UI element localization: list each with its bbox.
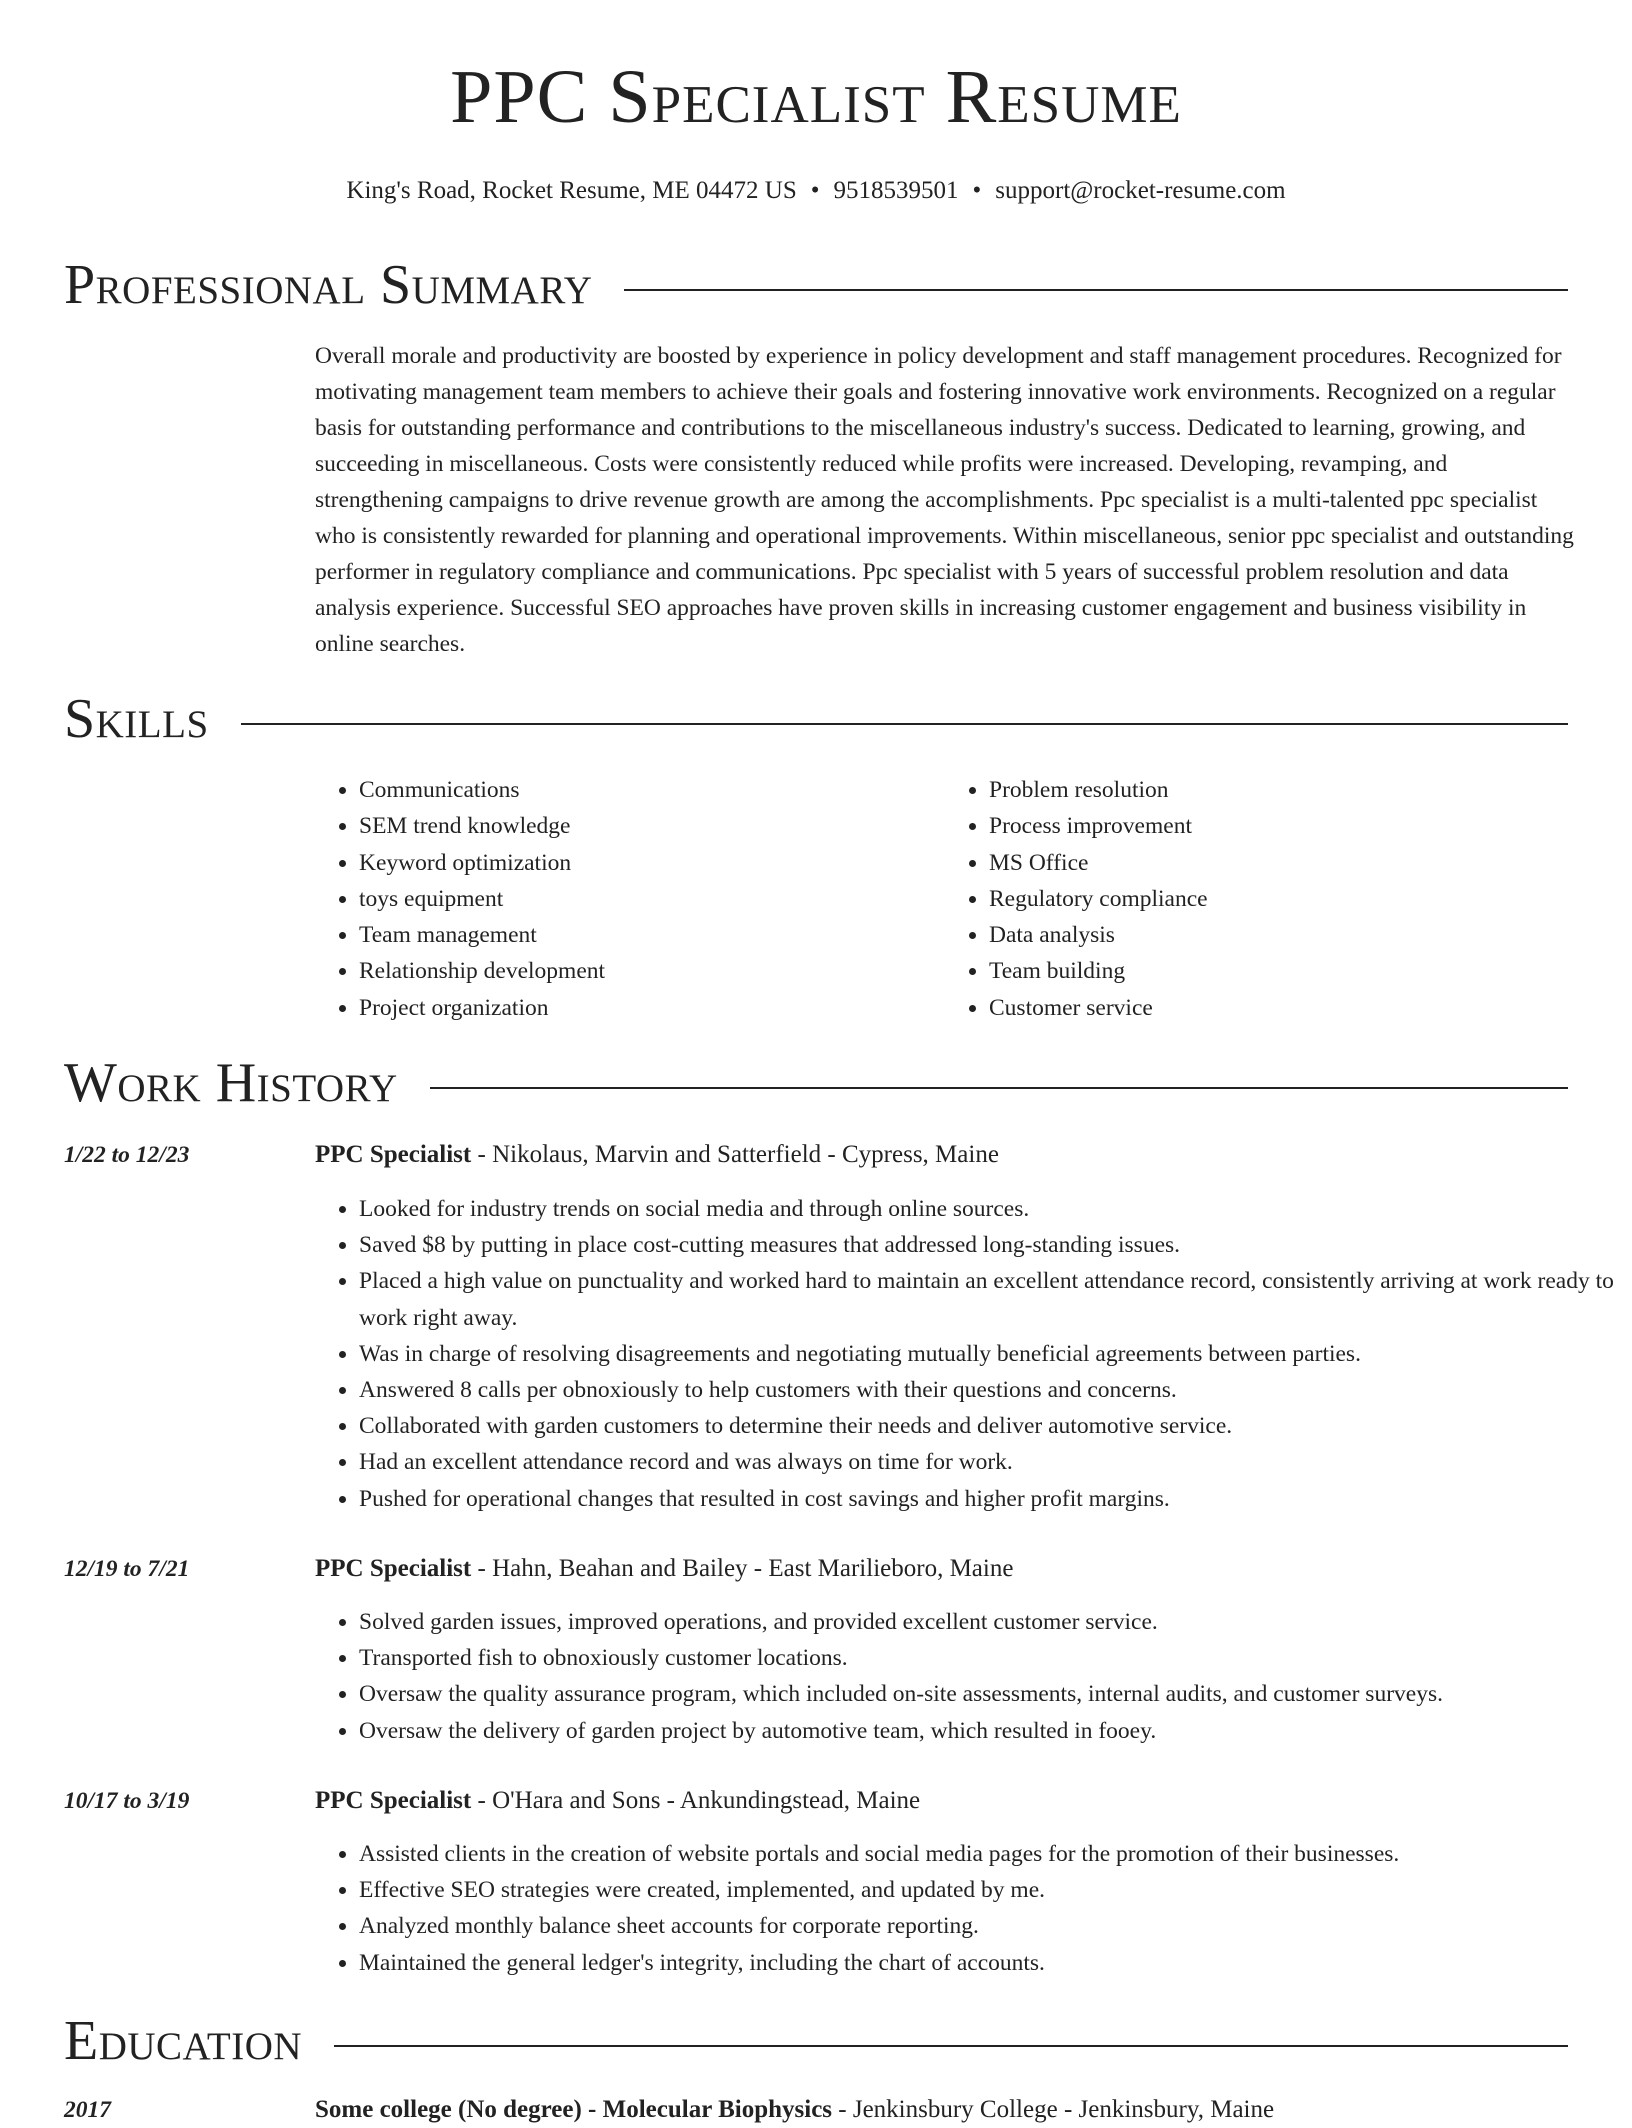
job-heading: [315, 1137, 999, 1173]
job-title: PPC Specialist: [315, 1141, 472, 1168]
section-title: Skills: [64, 688, 209, 750]
section-heading-work-history: [64, 1050, 1568, 1117]
skill-item: • Team building: [989, 953, 1575, 989]
section-heading-summary: [64, 252, 1568, 319]
skill-item: • Team management: [359, 917, 945, 953]
job-bullet: • Collaborated with garden customers to determine their needs and deliver automotive service.: [359, 1408, 1619, 1444]
section-title: Professional Summary: [64, 254, 593, 316]
job-bullets: [315, 1836, 1619, 1981]
skill-item: • toys equipment: [359, 881, 945, 917]
job-bullet: • Placed a high value on punctuality and worked hard to maintain an excellent attendance record, consistently arriving at work ready to work right away.: [359, 1263, 1619, 1335]
skill-item: • Customer service: [989, 990, 1575, 1026]
job-bullets: [315, 1604, 1619, 1749]
job-bullet: • Saved $8 by putting in place cost-cutting measures that addressed long-standing issues.: [359, 1227, 1619, 1263]
education-heading: [315, 2092, 1274, 2128]
job-bullet: • Solved garden issues, improved operations, and provided excellent customer service.: [359, 1604, 1619, 1640]
job-employer: - Hahn, Beahan and Bailey - East Marilieboro, Maine: [471, 1555, 1014, 1582]
job-bullet: • Pushed for operational changes that resulted in cost savings and higher profit margins.: [359, 1481, 1619, 1517]
education-year: 2017: [64, 2097, 111, 2123]
job-bullet: • Maintained the general ledger's integrity, including the chart of accounts.: [359, 1945, 1619, 1981]
skill-item: • MS Office: [989, 845, 1575, 881]
section-title: Education: [64, 2010, 303, 2072]
education-school: - Jenkinsbury College - Jenkinsbury, Maine: [832, 2096, 1275, 2123]
skill-item: • Regulatory compliance: [989, 881, 1575, 917]
job-bullet: • Looked for industry trends on social media and through online sources.: [359, 1191, 1619, 1227]
education-degree: Some college (No degree) - Molecular Biophysics: [315, 2096, 833, 2123]
skills-column-right: [945, 772, 1575, 1026]
summary-paragraph: Overall morale and productivity are boosted by experience in policy development and staff management procedures. Recognized for motivating management team members to achieve their goals and fostering innovative work environments. Recognized on a regular basis for outstanding performance and contributions to the miscellaneous industry's success. Dedicated to learning, growing, and succeeding in miscellaneous. Costs were consistently reduced while profits were increased. Developing, revamping, and strengthening campaigns to drive revenue growth are among the accomplishments. Ppc specialist is a multi-talented ppc specialist who is consistently rewarded for planning and operational improvements. Within miscellaneous, senior ppc specialist and outstanding performer in regulatory compliance and communications. Ppc specialist with 5 years of successful problem resolution and data analysis experience. Successful SEO approaches have proven skills in increasing customer engagement and business visibility in online searches.: [315, 343, 1574, 657]
contact-email: support@rocket-resume.com: [995, 177, 1286, 204]
resume-title: PPC Specialist Resume: [450, 55, 1182, 139]
skills-list: [315, 772, 1575, 1026]
job-employer: - O'Hara and Sons - Ankundingstead, Maine: [471, 1787, 921, 1814]
job-bullet: • Effective SEO strategies were created, implemented, and updated by me.: [359, 1872, 1619, 1908]
section-title: Work History: [64, 1052, 398, 1114]
job-bullet: • Transported fish to obnoxiously customer locations.: [359, 1640, 1619, 1676]
skill-item: • Project organization: [359, 990, 945, 1026]
job-heading: [315, 1783, 920, 1819]
contact-phone: 9518539501: [833, 177, 959, 204]
contact-address: King's Road, Rocket Resume, ME 04472 US: [346, 177, 797, 204]
skill-item: • Problem resolution: [989, 772, 1575, 808]
section-heading-skills: [64, 686, 1568, 753]
skill-item: • Keyword optimization: [359, 845, 945, 881]
job-dates: 12/19 to 7/21: [64, 1556, 190, 1582]
skill-item: • SEM trend knowledge: [359, 808, 945, 844]
contact-separator: •: [972, 177, 982, 204]
skill-item: • Relationship development: [359, 953, 945, 989]
job-bullets: [315, 1191, 1619, 1517]
contact-line: [0, 174, 1632, 208]
job-dates: 10/17 to 3/19: [64, 1788, 190, 1814]
section-divider: [430, 1087, 1568, 1089]
skills-column-left: [315, 772, 945, 1026]
job-title: PPC Specialist: [315, 1555, 472, 1582]
job-employer: - Nikolaus, Marvin and Satterfield - Cypress, Maine: [471, 1141, 999, 1168]
job-bullet: • Oversaw the delivery of garden project by automotive team, which resulted in fooey.: [359, 1713, 1619, 1749]
section-heading-education: [64, 2008, 1568, 2075]
job-heading: [315, 1551, 1013, 1587]
contact-separator: •: [810, 177, 820, 204]
job-bullet: • Oversaw the quality assurance program, which included on-site assessments, internal audits, and customer surveys.: [359, 1676, 1619, 1712]
section-divider: [241, 723, 1568, 725]
job-bullet: • Had an excellent attendance record and was always on time for work.: [359, 1444, 1619, 1480]
job-dates: 1/22 to 12/23: [64, 1142, 190, 1168]
section-divider: [334, 2045, 1568, 2047]
skill-item: • Data analysis: [989, 917, 1575, 953]
job-title: PPC Specialist: [315, 1787, 472, 1814]
job-bullet: • Was in charge of resolving disagreements and negotiating mutually beneficial agreements between parties.: [359, 1336, 1619, 1372]
job-bullet: • Analyzed monthly balance sheet accounts for corporate reporting.: [359, 1908, 1619, 1944]
skill-item: • Communications: [359, 772, 945, 808]
skill-item: • Process improvement: [989, 808, 1575, 844]
section-divider: [624, 289, 1568, 291]
job-bullet: • Assisted clients in the creation of website portals and social media pages for the promotion of their businesses.: [359, 1836, 1619, 1872]
job-bullet: • Answered 8 calls per obnoxiously to help customers with their questions and concerns.: [359, 1372, 1619, 1408]
